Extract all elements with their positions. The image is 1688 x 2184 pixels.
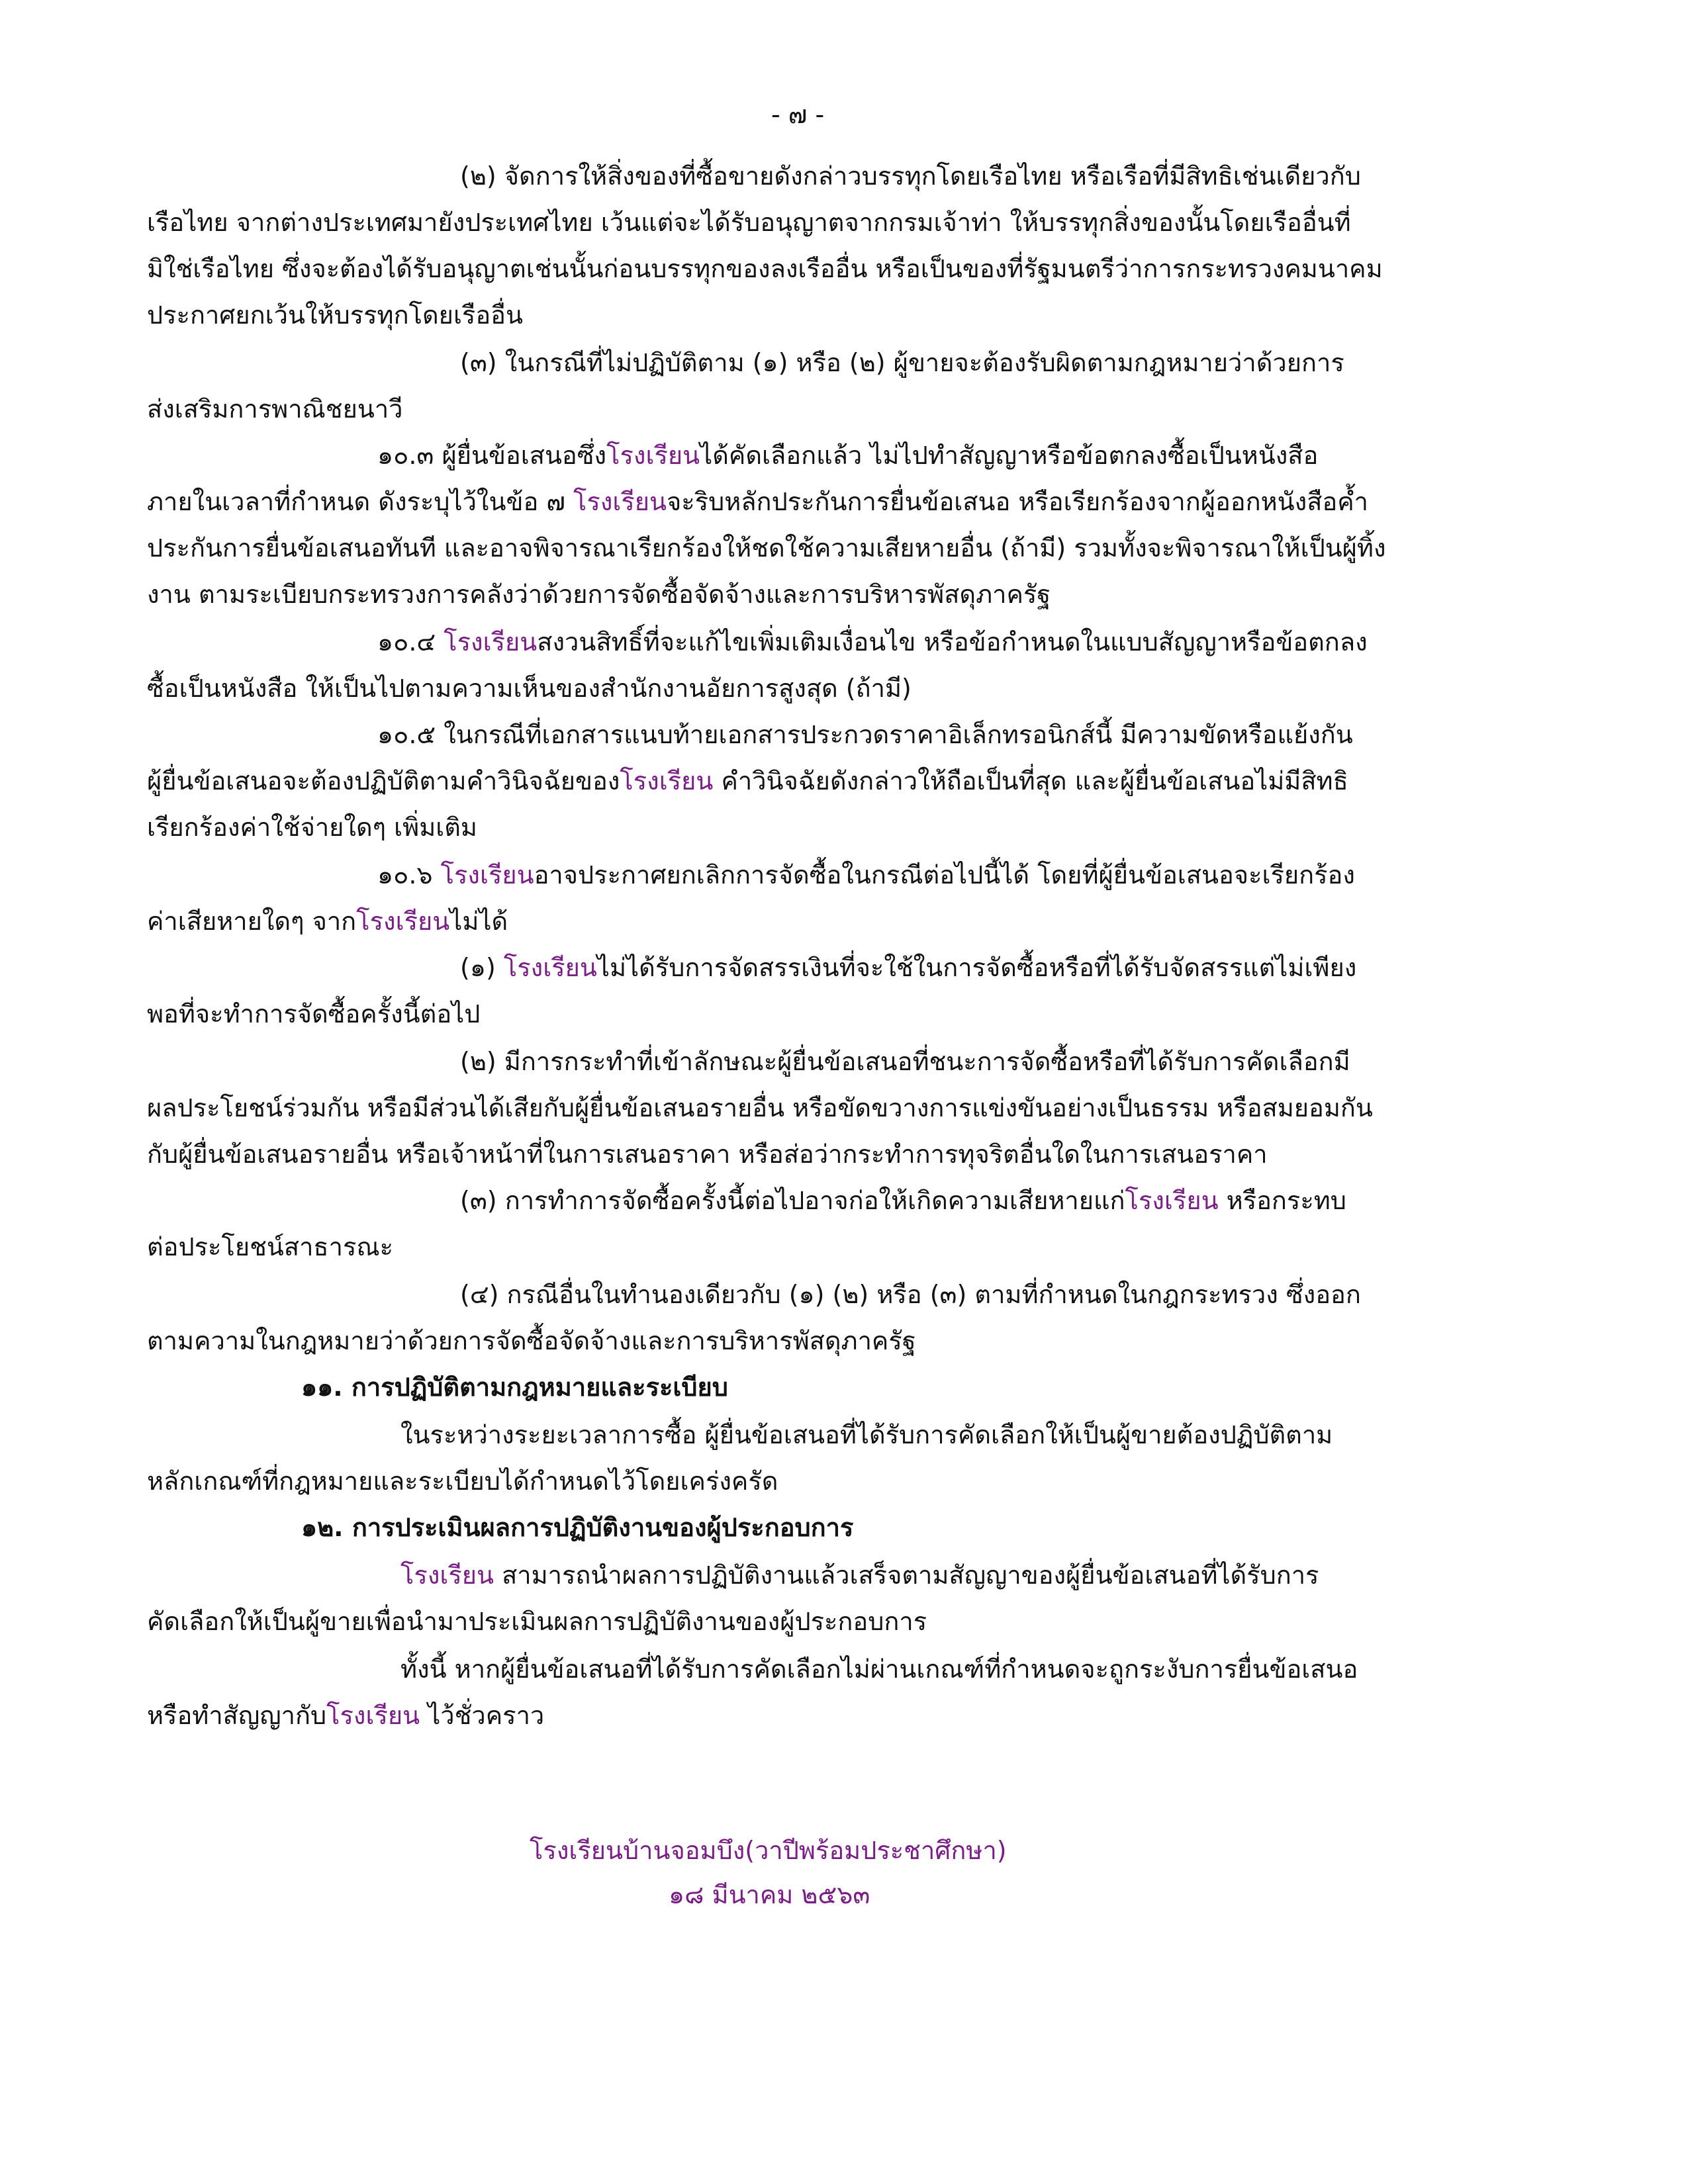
text-segment: ๑๑. การปฏิบัติตามกฎหมายและระเบียบ xyxy=(301,1373,728,1402)
school-name-highlight: โรงเรียน xyxy=(400,1561,494,1590)
body-line xyxy=(377,623,1368,660)
text-segment: สงวนสิทธิ์ที่จะแก้ไขเพิ่มเติมเงื่อนไข หรือข้อกำหนดในแบบสัญญาหรือข้อตกลง xyxy=(537,627,1368,657)
text-segment: (๓) ในกรณีที่ไม่ปฏิบัติตาม (๑) หรือ (๒) ผู้ขายจะต้องรับผิดตามกฎหมายว่าด้วยการ xyxy=(460,348,1344,377)
body-line xyxy=(147,529,1386,567)
school-name-highlight: โรงเรียน xyxy=(440,860,534,889)
text-segment: คัดเลือกให้เป็นผู้ขายเพื่อนำมาประเมินผลการปฏิบัติงานของผู้ประกอบการ xyxy=(147,1607,927,1636)
text-segment: จะริบหลักประกันการยื่นข้อเสนอ หรือเรียกร้องจากผู้ออกหนังสือค้ำ xyxy=(667,487,1368,516)
body-line xyxy=(147,390,403,428)
school-name-highlight: โรงเรียน xyxy=(503,953,597,982)
text-segment: สามารถนำผลการปฏิบัติงานแล้วเสร็จตามสัญญาของผู้ยื่นข้อเสนอที่ได้รับการ xyxy=(494,1561,1319,1590)
text-segment: ประกันการยื่นข้อเสนอทันที และอาจพิจารณาเรียกร้องให้ชดใช้ความเสียหายอื่น (ถ้ามี) รวมทั้งจะพิจารณาให้เป็นผู้ทิ้ง xyxy=(147,533,1386,563)
text-segment: ส่งเสริมการพาณิชยนาวี xyxy=(147,394,403,424)
section-heading xyxy=(301,1509,853,1546)
page-number: - ๗ - xyxy=(771,100,825,129)
text-segment: หรือกระทบ xyxy=(1218,1186,1346,1215)
text-segment: ๑๐.๕ ในกรณีที่เอกสารแนบท้ายเอกสารประกวดราคาอิเล็กทรอนิกส์นี้ มีความขัดหรือแย้งกัน xyxy=(377,720,1353,749)
text-segment: คำวินิจฉัยดังกล่าวให้ถือเป็นที่สุด และผู้ยื่นข้อเสนอไม่มีสิทธิ xyxy=(713,766,1348,796)
text-segment: ๑๐.๓ ผู้ยื่นข้อเสนอซึ่ง xyxy=(377,441,607,470)
signature-school-name: โรงเรียนบ้านจอมบึง(วาปีพร้อมประชาศึกษา) xyxy=(530,1836,1007,1865)
body-line xyxy=(400,1416,1333,1453)
text-segment: ไว้ชั่วคราว xyxy=(420,1701,545,1730)
text-segment: ได้คัดเลือกแล้ว ไม่ไปทำสัญญาหรือข้อตกลงซื้อเป็นหนังสือ xyxy=(700,441,1319,470)
text-segment: พอที่จะทำการจัดซื้อครั้งนี้ต่อไป xyxy=(147,999,481,1028)
text-segment: ต่อประโยชน์สาธารณะ xyxy=(147,1232,394,1261)
body-line xyxy=(460,1276,1361,1313)
body-line xyxy=(460,158,1361,195)
text-segment: เรียกร้องค่าใช้จ่ายใดๆ เพิ่มเติม xyxy=(147,813,477,842)
text-segment: เรือไทย จากต่างประเทศมายังประเทศไทย เว้นแต่จะได้รับอนุญาตจากกรมเจ้าท่า ให้บรรทุกสิ่งของนั้นโดยเรืออื่นที่ xyxy=(147,208,1351,237)
text-segment: ประกาศยกเว้นให้บรรทุกโดยเรืออื่น xyxy=(147,300,523,330)
text-segment: ตามความในกฎหมายว่าด้วยการจัดซื้อจัดจ้างและการบริหารพัสดุภาครัฐ xyxy=(147,1326,916,1355)
school-name-highlight: โรงเรียน xyxy=(326,1701,420,1730)
body-line xyxy=(147,204,1351,241)
text-segment: ทั้งนี้ หากผู้ยื่นข้อเสนอที่ได้รับการคัดเลือกไม่ผ่านเกณฑ์ที่กำหนดจะถูกระงับการยื่นข้อเสนอ xyxy=(400,1655,1358,1684)
school-name-highlight: โรงเรียน xyxy=(606,441,700,470)
text-segment: (๒) มีการกระทำที่เข้าลักษณะผู้ยื่นข้อเสนอที่ชนะการจัดซื้อหรือที่ได้รับการคัดเลือกมี xyxy=(460,1047,1350,1076)
text-segment: ๑๐.๖ xyxy=(377,860,441,889)
body-line xyxy=(377,716,1353,753)
school-name-highlight: โรงเรียน xyxy=(1125,1186,1219,1215)
body-line xyxy=(147,1603,927,1640)
body-line xyxy=(400,1651,1358,1688)
body-line xyxy=(147,903,508,940)
school-name-highlight: โรงเรียน xyxy=(620,766,714,796)
body-line xyxy=(147,1136,1268,1173)
body-line xyxy=(147,250,1383,287)
text-segment: ผลประโยชน์ร่วมกัน หรือมีส่วนได้เสียกับผู้ยื่นข้อเสนอรายอื่น หรือขัดขวางการแข่งขันอย่างเป็นธรรม หรือสมยอมกัน xyxy=(147,1093,1373,1122)
text-segment: กับผู้ยื่นข้อเสนอรายอื่น หรือเจ้าหน้าที่ในการเสนอราคา หรือส่อว่ากระทำการทุจริตอื่นใดในการเสนอราคา xyxy=(147,1140,1268,1169)
body-line xyxy=(147,296,523,334)
section-heading xyxy=(301,1369,728,1406)
text-segment: ๑๐.๔ xyxy=(377,627,444,657)
body-line xyxy=(460,1043,1350,1080)
text-segment: ในระหว่างระยะเวลาการซื้อ ผู้ยื่นข้อเสนอที่ได้รับการคัดเลือกให้เป็นผู้ขายต้องปฏิบัติตาม xyxy=(400,1420,1333,1449)
body-line xyxy=(147,1322,916,1359)
text-segment: อาจประกาศยกเลิกการจัดซื้อในกรณีต่อไปนี้ได้ โดยที่ผู้ยื่นข้อเสนอจะเรียกร้อง xyxy=(534,860,1355,889)
text-segment: งาน ตามระเบียบกระทรวงการคลังว่าด้วยการจัดซื้อจัดจ้างและการบริหารพัสดุภาครัฐ xyxy=(147,580,1051,609)
text-segment: หรือทำสัญญากับ xyxy=(147,1701,327,1730)
body-line xyxy=(147,576,1051,613)
body-line xyxy=(460,949,1356,986)
body-line xyxy=(147,1697,544,1734)
body-line xyxy=(147,483,1368,520)
text-segment: (๓) การทำการจัดซื้อครั้งนี้ต่อไปอาจก่อให้เกิดความเสียหายแก่ xyxy=(460,1186,1125,1215)
text-segment: ภายในเวลาที่กำหนด ดังระบุไว้ในข้อ ๗ xyxy=(147,487,573,516)
text-segment: (๑) xyxy=(460,953,504,982)
body-line xyxy=(147,762,1348,799)
body-line xyxy=(147,1463,778,1500)
signature-date: ๑๘ มีนาคม ๒๕๖๓ xyxy=(669,1880,870,1909)
text-segment: ผู้ยื่นข้อเสนอจะต้องปฏิบัติตามคำวินิจฉัยของ xyxy=(147,766,620,796)
school-name-highlight: โรงเรียน xyxy=(444,627,538,657)
school-name-highlight: โรงเรียน xyxy=(356,907,450,936)
body-line xyxy=(400,1557,1319,1594)
text-segment: ไม่ได้ xyxy=(449,907,508,936)
text-segment: (๔) กรณีอื่นในทำนองเดียวกับ (๑) (๒) หรือ (๓) ตามที่กำหนดในกฎกระทรวง ซึ่งออก xyxy=(460,1280,1361,1309)
text-segment: ซื้อเป็นหนังสือ ให้เป็นไปตามความเห็นของสำนักงานอัยการสูงสุด (ถ้ามี) xyxy=(147,674,912,703)
text-segment: ไม่ได้รับการจัดสรรเงินที่จะใช้ในการจัดซื้อหรือที่ได้รับจัดสรรแต่ไม่เพียง xyxy=(596,953,1357,982)
text-segment: (๒) จัดการให้สิ่งของที่ซื้อขายดังกล่าวบรรทุกโดยเรือไทย หรือเรือที่มีสิทธิเช่นเดียวกับ xyxy=(460,161,1361,191)
text-segment: ๑๒. การประเมินผลการปฏิบัติงานของผู้ประกอบการ xyxy=(301,1513,854,1542)
body-line xyxy=(147,809,477,846)
text-segment: ค่าเสียหายใดๆ จาก xyxy=(147,907,357,936)
text-segment: มิใช่เรือไทย ซึ่งจะต้องได้รับอนุญาตเช่นนั้นก่อนบรรทุกของลงเรืออื่น หรือเป็นของที่รัฐมนตรีว่าการกระทรวงคมนาคม xyxy=(147,254,1383,283)
text-segment: หลักเกณฑ์ที่กฎหมายและระเบียบได้กำหนดไว้โดยเคร่งครัด xyxy=(147,1467,778,1496)
body-line xyxy=(147,1228,393,1265)
body-line xyxy=(147,1089,1373,1126)
body-line xyxy=(460,344,1344,381)
body-line xyxy=(147,995,480,1032)
body-line xyxy=(377,856,1355,893)
body-line xyxy=(377,437,1318,474)
body-line xyxy=(460,1182,1346,1219)
school-name-highlight: โรงเรียน xyxy=(573,487,667,516)
body-line xyxy=(147,670,912,707)
